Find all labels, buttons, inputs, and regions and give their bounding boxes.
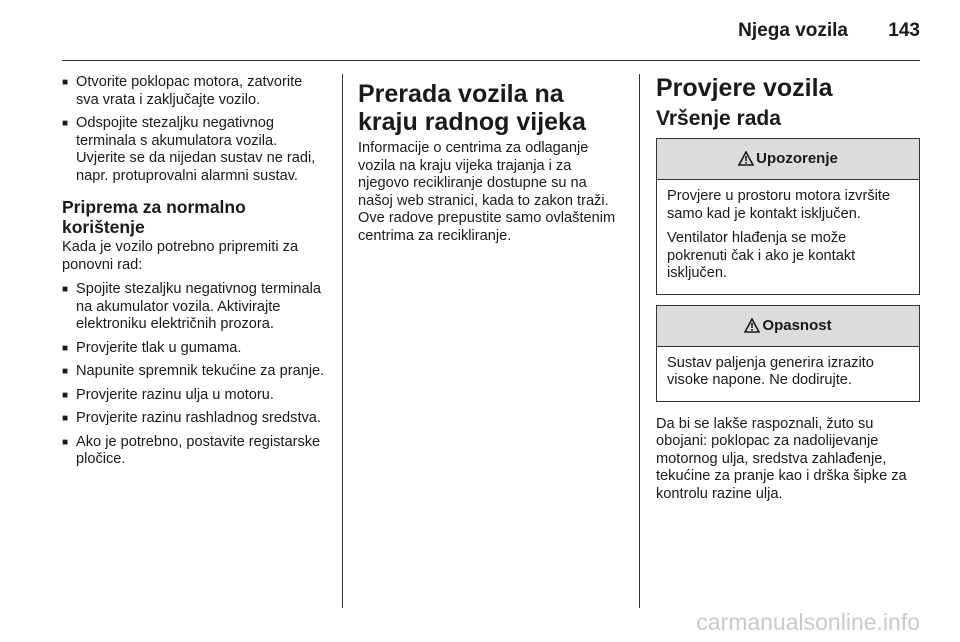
list-item: ■ Provjerite razinu rashladnog sredstva. (62, 410, 326, 428)
list-item: ■ Spojite stezaljku negativnog terminala na akumulator vozila. Aktivirajte elektroniku električnih prozora. (62, 281, 326, 334)
recycling-text: Informacije o centrima za odlaganje vozila na kraju vijeka trajanja i za njegovo recikliranje dostupne su na našoj web stranici, kada to zakon traži. Ove radove prepustite samo ovlaštenim centrima za recikliranje. (358, 140, 616, 244)
column-middle (358, 80, 620, 252)
subheading-priprema: Priprema za normalno korištenje (62, 197, 246, 237)
header-divider (62, 60, 920, 61)
list-item: ■ Otvorite poklopac motora, zatvorite sva vrata i zaključajte vozilo. (62, 74, 326, 109)
danger-box-header (657, 306, 919, 347)
page-number: 143 (888, 20, 920, 41)
warning-text: Ventilator hlađenja se može pokrenuti čak i ako je kontakt isključen. (667, 230, 856, 281)
column-divider-1 (342, 74, 343, 608)
page-header (0, 0, 960, 60)
subheading-vrsenje: Vršenje rada (656, 107, 781, 130)
danger-box-body (657, 347, 919, 401)
bullet-list-top (62, 74, 326, 185)
section-title: Njega vozila (738, 20, 848, 41)
list-item: ■ Ako je potrebno, postavite registarske pločice. (62, 434, 326, 469)
warning-box-title: Upozorenje (756, 150, 838, 167)
watermark: carmanualsonline.info (696, 609, 920, 635)
column-right (656, 74, 920, 510)
intro-text: Kada je vozilo potrebno pripremiti za ponovni rad: (62, 239, 299, 273)
warning-text: Provjere u prostoru motora izvršite samo kad je kontakt isključen. (667, 188, 891, 222)
heading-provjere: Provjere vozila (656, 74, 833, 102)
warning-triangle-icon (738, 142, 754, 182)
list-item: ■ Provjerite tlak u gumama. (62, 340, 326, 358)
color-info-text: Da bi se lakše raspoznali, žuto su obojani: poklopac za nadolijevanje motornog ulja, sredstva zahlađenje, tekućine za pranje kao i drška šipke za kontrolu razine ulja. (656, 415, 907, 502)
column-divider-2 (639, 74, 640, 608)
warning-triangle-icon (744, 309, 760, 349)
list-item: ■ Napunite spremnik tekućine za pranje. (62, 363, 326, 381)
warning-box-header (657, 139, 919, 180)
column-left (62, 74, 326, 475)
heading-prerada: Prerada vozila na kraju radnog vijeka (358, 80, 586, 136)
danger-box-title: Opasnost (762, 316, 832, 334)
danger-text: Sustav paljenja generira izrazito visoke napone. Ne dodirujte. (667, 354, 874, 388)
bullet-list-bottom (62, 281, 326, 469)
list-item: ■ Provjerite razinu ulja u motoru. (62, 387, 326, 405)
warning-box (656, 138, 920, 295)
danger-box (656, 305, 920, 402)
warning-box-body (657, 180, 919, 294)
list-item: ■ Odspojite stezaljku negativnog terminala s akumulatora vozila. Uvjerite se da nijedan sustav ne radi, napr. protuprovalni alarmni sustav. (62, 115, 326, 185)
